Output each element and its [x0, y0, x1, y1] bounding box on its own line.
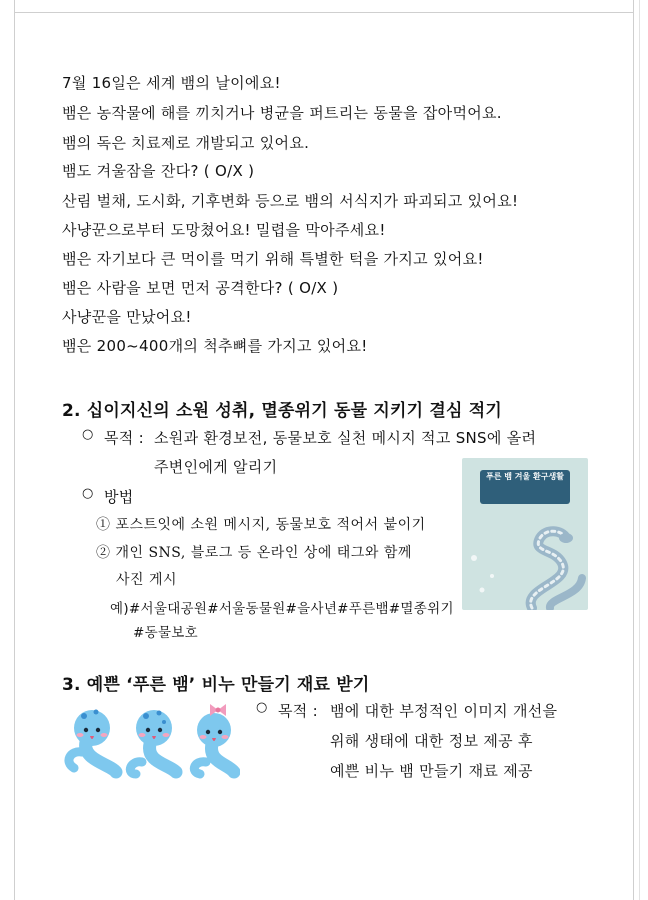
- section2-step1: ① 포스트잇에 소원 메시지, 동물보호 적어서 붙이기: [96, 517, 426, 533]
- event-poster-image: [462, 458, 588, 610]
- intro-line-1: 7월 16일은 세계 뱀의 날이에요!: [62, 74, 281, 92]
- intro-line-8: 뱀은 사람을 보면 먼저 공격한다? ( O/X ): [62, 279, 339, 297]
- section3-purpose-bullet: ○: [256, 700, 268, 715]
- section3-purpose-line3: 예쁜 비누 뱀 만들기 재료 제공: [330, 762, 533, 780]
- intro-line-7: 뱀은 자기보다 큰 먹이를 먹기 위해 특별한 턱을 가지고 있어요!: [62, 250, 484, 268]
- page-frame-right: [633, 12, 634, 900]
- snake-mascot-1: [69, 710, 116, 773]
- snake-mascot-3: [194, 704, 234, 774]
- poster-title: 푸른 뱀 겨울 환구생활: [486, 472, 564, 481]
- section2-heading: 2. 십이지신의 소원 성취, 멸종위기 동물 지키기 결심 적기: [62, 401, 502, 421]
- intro-line-3: 뱀의 독은 치료제로 개발되고 있어요.: [62, 134, 310, 152]
- section2-purpose-line1: 소원과 환경보전, 동물보호 실천 메시지 적고 SNS에 올려: [154, 429, 537, 447]
- intro-line-6: 사냥꾼으로부터 도망쳤어요! 밀렵을 막아주세요!: [62, 221, 386, 239]
- section3-purpose-line1: 뱀에 대한 부정적인 이미지 개선을: [330, 702, 558, 720]
- snake-mascot-2: [130, 710, 176, 774]
- section2-step2-line2: 사진 게시: [116, 572, 178, 588]
- intro-line-9: 사냥꾼을 만났어요!: [62, 308, 192, 326]
- section3-heading: 3. 예쁜 ‘푸른 뱀’ 비누 만들기 재료 받기: [62, 675, 370, 695]
- page-frame-left: [14, 12, 15, 900]
- section2-purpose-line2: 주변인에게 알리기: [154, 458, 278, 476]
- section2-example-line1: 예)#서울대공원#서울동물원#을사년#푸른뱀#멸종위기: [110, 601, 454, 617]
- section2-purpose-label: 목적 :: [104, 429, 145, 447]
- page-frame-edge: [639, 0, 640, 900]
- intro-line-10: 뱀은 200~400개의 척추뼈를 가지고 있어요!: [62, 337, 368, 355]
- section2-step2-line1: ② 개인 SNS, 블로그 등 온라인 상에 태그와 함께: [96, 545, 412, 561]
- intro-line-4: 뱀도 겨울잠을 잔다? ( O/X ): [62, 162, 255, 180]
- section3-purpose-label: 목적 :: [278, 702, 319, 720]
- section3-purpose-line2: 위해 생태에 대한 정보 제공 후: [330, 732, 533, 750]
- page-frame-top: [14, 0, 634, 13]
- snake-mascot-illustration: [60, 702, 240, 782]
- section2-example-line2: #동물보호: [133, 625, 198, 641]
- poster-snake-illustration: [462, 458, 588, 610]
- section2-method-bullet: ○: [82, 486, 94, 501]
- intro-line-2: 뱀은 농작물에 해를 끼치거나 병균을 퍼트리는 동물을 잡아먹어요.: [62, 104, 502, 122]
- intro-line-5: 산림 벌채, 도시화, 기후변화 등으로 뱀의 서식지가 파괴되고 있어요!: [62, 192, 519, 210]
- section2-purpose-bullet: ○: [82, 427, 94, 442]
- section2-method-label: 방법: [104, 488, 134, 506]
